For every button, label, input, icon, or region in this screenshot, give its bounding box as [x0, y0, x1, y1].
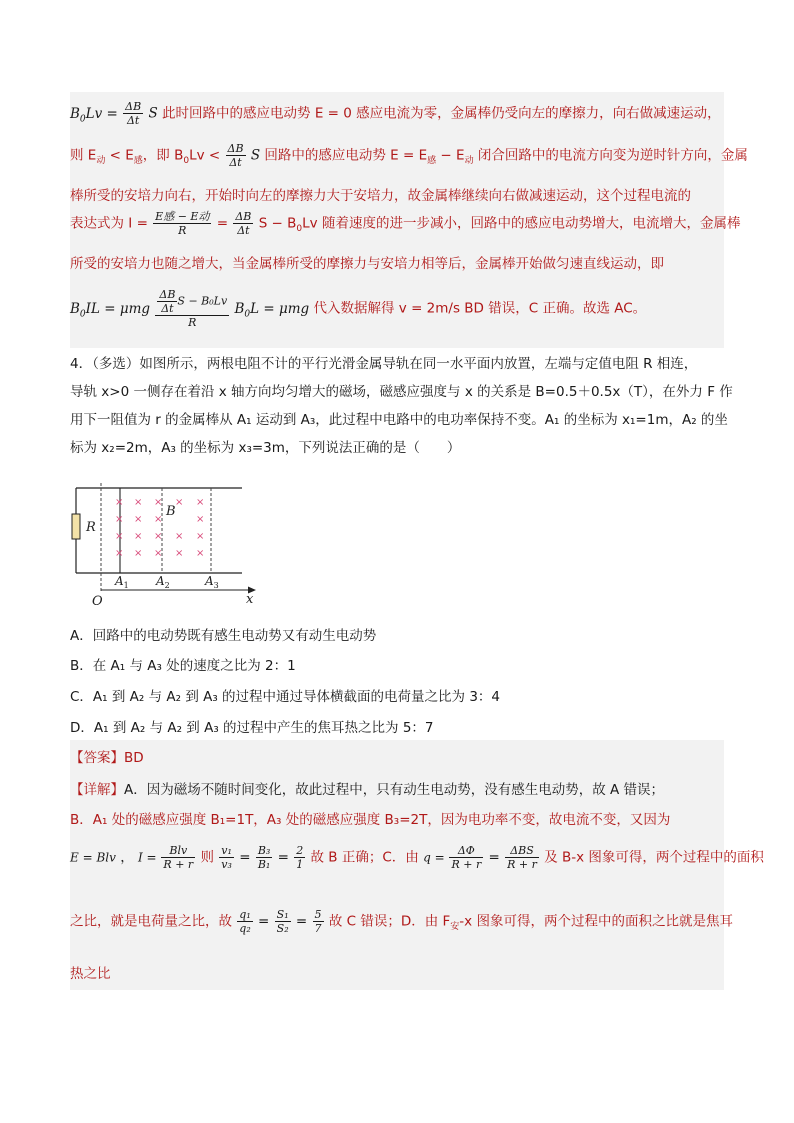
x-axis-label: x [246, 592, 254, 607]
option-d: D．A₁ 到 A₂ 与 A₂ 到 A₃ 的过程中产生的焦耳热之比为 5：7 [70, 720, 434, 736]
answer-tag: 【答案】 [70, 750, 124, 766]
option-a: A．回路中的电动势既有感生电动势又有动生电动势 [70, 628, 377, 644]
cross: × [134, 497, 143, 508]
fraction-q-ratio: $\frac{\text{q₁}}{\text{q₂}}$ [239, 908, 251, 935]
solution-line-2: 则 $E_动 < E_感$，即 $B_0Lv$ < $\frac{\Delta B}{\Delta t}$ S 回路中的感应电动势 $E = E_感 - E_动$ 闭合回路中的电流方向变为逆时针方向，金属 [70, 142, 748, 169]
formula-b0lv: $B_0Lv$ = [70, 105, 123, 125]
option-b: B．在 A₁ 与 A₃ 处的速度之比为 2：1 [70, 658, 296, 674]
cross: × [175, 548, 184, 559]
origin-label: O [92, 594, 103, 608]
fraction-2-1: $\frac{2}{1}$ [296, 844, 304, 871]
question-line-4: 标为 x₂=2m，A₃ 的坐标为 x₃=3m，下列说法正确的是（ ） [70, 440, 461, 456]
cross: × [175, 531, 184, 542]
cross: × [154, 531, 163, 542]
previous-solution-block [70, 92, 748, 348]
explain-line-5: 热之比 [70, 966, 111, 982]
cross: × [115, 497, 124, 508]
answer-line [70, 746, 144, 766]
cross: × [154, 548, 163, 559]
cross: × [134, 514, 143, 525]
fraction-db-dt: $\frac{\Delta B}{\Delta t}$ [125, 100, 142, 127]
fraction-big: $\frac{\Delta B}{\Delta t}$ S − B₀Lv R [155, 288, 229, 329]
solution-line-4: 表达式为 I = $\frac{\text{E感 − E动}}{R}$ = $\frac{\Delta B}{\Delta t}$ $S - B_0Lv$ 随着速度的进一步减小，回路中的感应电动势增大，电流增大，金属棒 [70, 210, 741, 237]
rail-circuit-figure [60, 478, 270, 608]
magnetic-field-crosses [115, 497, 204, 559]
explain-line-3: E = Blv ， I = $\frac{\text{Blv}}{R + r}$ 则 $\frac{\text{v₁}}{\text{v₃}}$ = $\frac{\text{B₃}}{\text{B₁}}$ = $\frac{2}{1}$ 故 B 正确；C．由 q = $\frac{\Delta\Phi}{R + r}$ = $\frac{\text{ΔBS}}{R + r}$ 及 B-x 图象可得，两个过程中的面积 [70, 844, 764, 871]
explain-tag: 【详解】 [70, 782, 124, 798]
fraction-current: $\frac{\text{E感 − E动}}{R}$ [155, 210, 210, 237]
cross: × [134, 548, 143, 559]
cross: × [196, 531, 205, 542]
cross: × [154, 497, 163, 508]
fraction-dphi: $\frac{\Delta\Phi}{R + r}$ [451, 844, 482, 871]
question-line-2: 导轨 x>0 一侧存在着沿 x 轴方向均匀增大的磁场，磁感应强度与 x 的关系是 B=0.5＋0.5x（T），在外力 F 作 [70, 384, 733, 400]
cross: × [115, 514, 124, 525]
solution-line-5: 所受的安培力也随之增大，当金属棒所受的摩擦力与安培力相等后，金属棒开始做匀速直线运动，即 [70, 256, 664, 272]
solution-line-1: $B_0Lv$ = $\frac{\Delta B}{\Delta t}$ S 此时回路中的感应电动势 E = 0 感应电流为零，金属棒仍受向左的摩擦力，向右做减速运动， [70, 100, 721, 127]
fraction-current-i: $\frac{\text{Blv}}{R + r}$ [163, 844, 194, 871]
fraction-db-dt-2: $\frac{\Delta B}{\Delta t}$ [227, 142, 244, 169]
answer-value: BD [124, 750, 144, 766]
fraction-dbs: $\frac{\text{ΔBS}}{R + r}$ [507, 844, 537, 871]
resistor [72, 514, 80, 539]
solution-line-3: 棒所受的安培力向右，开始时向左的摩擦力大于安培力，故金属棒继续向右做减速运动，这个过程电流的 [70, 188, 691, 204]
cross: × [134, 531, 143, 542]
cross: × [154, 514, 163, 525]
fraction-5-7: $\frac{5}{7}$ [314, 908, 322, 935]
fraction-db-dt-3: $\frac{\Delta B}{\Delta t}$ [235, 210, 252, 237]
a1-label: $A_1$ [115, 574, 129, 590]
fraction-b-ratio: $\frac{\text{B₃}}{\text{B₁}}$ [257, 844, 271, 871]
cross: × [115, 548, 124, 559]
cross: × [175, 497, 184, 508]
a2-label: $A_2$ [156, 574, 170, 590]
solution-line-6: $B_0IL = \mu mg$ $\frac{\Delta B}{\Delta t}$ S − B₀Lv R $B_0L = \mu mg$ 代入数据解得 v = 2m/s BD 错误，C 正确。故选 AC。 [70, 288, 647, 329]
explain-line-1: 【详解】A．因为磁场不随时间变化，故此过程中，只有动生电动势，没有感生电动势，故 A 错误； [70, 782, 665, 798]
cross: × [115, 531, 124, 542]
resistor-label: R [86, 520, 96, 535]
cross: × [196, 497, 205, 508]
solution-text-1: 此时回路中的感应电动势 E = 0 感应电流为零，金属棒仍受向左的摩擦力，向右做减速运动， [162, 105, 721, 122]
fraction-v-ratio: $\frac{\text{v₁}}{\text{v₃}}$ [221, 844, 232, 871]
explain-line-2: B．A₁ 处的磁感应强度 B₁=1T，A₃ 处的磁感应强度 B₃=2T，因为电功率不变，故电流不变，又因为 [70, 812, 671, 828]
question-line-3: 用下一阻值为 r 的金属棒从 A₁ 运动到 A₃，此过程中电路中的电功率保持不变。A₁ 的坐标为 x₁=1m，A₂ 的坐 [70, 412, 728, 428]
field-label: B [166, 504, 176, 519]
explain-line-4: 之比，就是电荷量之比，故 $\frac{\text{q₁}}{\text{q₂}}$ = $\frac{\text{S₁}}{\text{S₂}}$ = $\frac{5}{7}$ 故 C 错误；D．由 $F_安-x$ 图象可得，两个过程中的面积之比就是焦耳 [70, 908, 733, 935]
answer-block [70, 740, 764, 990]
option-c: C．A₁ 到 A₂ 与 A₂ 到 A₃ 的过程中通过导体横截面的电荷量之比为 3：4 [70, 689, 501, 705]
a3-label: $A_3$ [205, 574, 219, 590]
cross: × [196, 514, 205, 525]
cross: × [196, 548, 205, 559]
question-line-1: 4．（多选）如图所示，两根电阻不计的平行光滑金属导轨在同一水平面内放置，左端与定值电阻 R 相连， [70, 356, 698, 372]
fraction-s-ratio: $\frac{\text{S₁}}{\text{S₂}}$ [276, 908, 289, 935]
